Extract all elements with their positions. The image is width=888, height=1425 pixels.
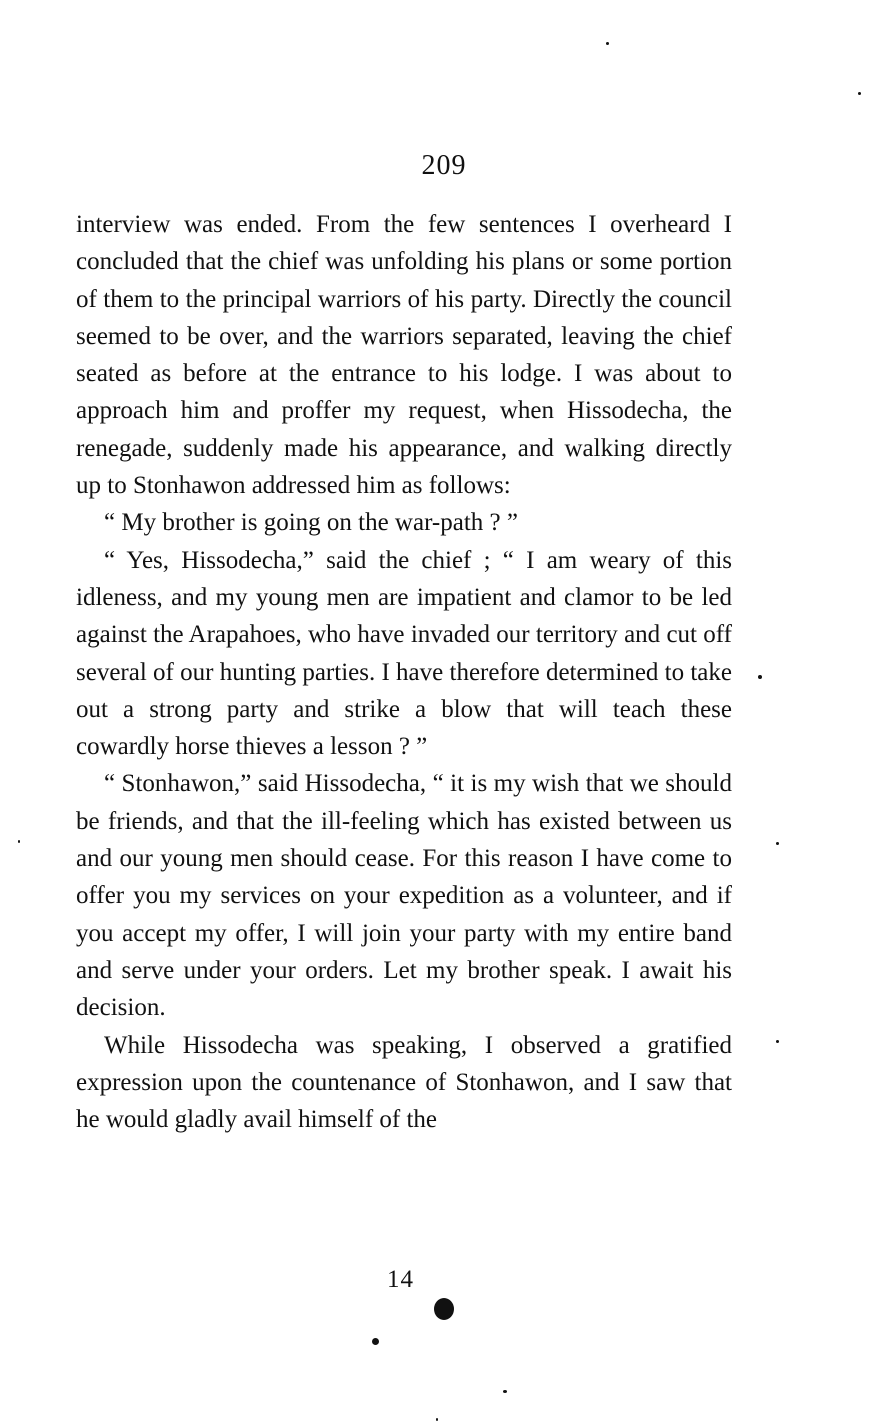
body-text	[76, 206, 732, 1138]
scan-speck	[18, 840, 20, 843]
paragraph-3: “ Yes, Hissodecha,” said the chief ; “ I am weary of this idleness, and my young men are impatient and clamor to be led against the Arapahoes, who have invaded our territory and cut off several of our hunting parties. I have therefore determined to take out a strong party and strike a blow that will teach these cowardly horse thieves a lesson ? ”	[76, 546, 732, 761]
scan-speck	[606, 42, 609, 45]
paragraph-1: interview was ended. From the few sentences I overheard I concluded that the chief was unfolding his plans or some portion of them to the principal warriors of his party. Directly the council seemed to be over, and the warriors separated, leaving the chief seated as before at the entrance to his lodge. I was about to approach him and proffer my request, when Hissodecha, the renegade, suddenly made his appearance, and walking directly up to Stonhawon addressed him as follows:	[76, 211, 732, 500]
paragraph-5: While Hissodecha was speaking, I observed a gratified expression upon the countenance of Stonhawon, and I saw that he would gladly avail himself of the	[76, 1031, 732, 1134]
scan-speck	[758, 675, 762, 679]
scan-speck	[372, 1338, 379, 1345]
page-number: 209	[421, 150, 467, 181]
scan-speck	[436, 1418, 438, 1421]
scan-speck	[503, 1390, 507, 1393]
scan-speck	[858, 92, 861, 95]
signature-mark: 14	[387, 1266, 414, 1293]
paragraph-4: “ Stonhawon,” said Hissodecha, “ it is my wish that we should be friends, and that the ill-feeling which has existed between us and our young men should cease. For this reason I have come to offer you my services on your expedition as a volunteer, and if you accept my offer, I will join your party with my entire band and serve under your orders. Let my brother speak. I await his decision.	[76, 770, 732, 1022]
scan-speck	[776, 842, 779, 845]
ink-blot	[434, 1298, 454, 1320]
paragraph-2: “ My brother is going on the war-path ? ”	[104, 509, 518, 537]
scan-speck	[776, 1040, 779, 1043]
